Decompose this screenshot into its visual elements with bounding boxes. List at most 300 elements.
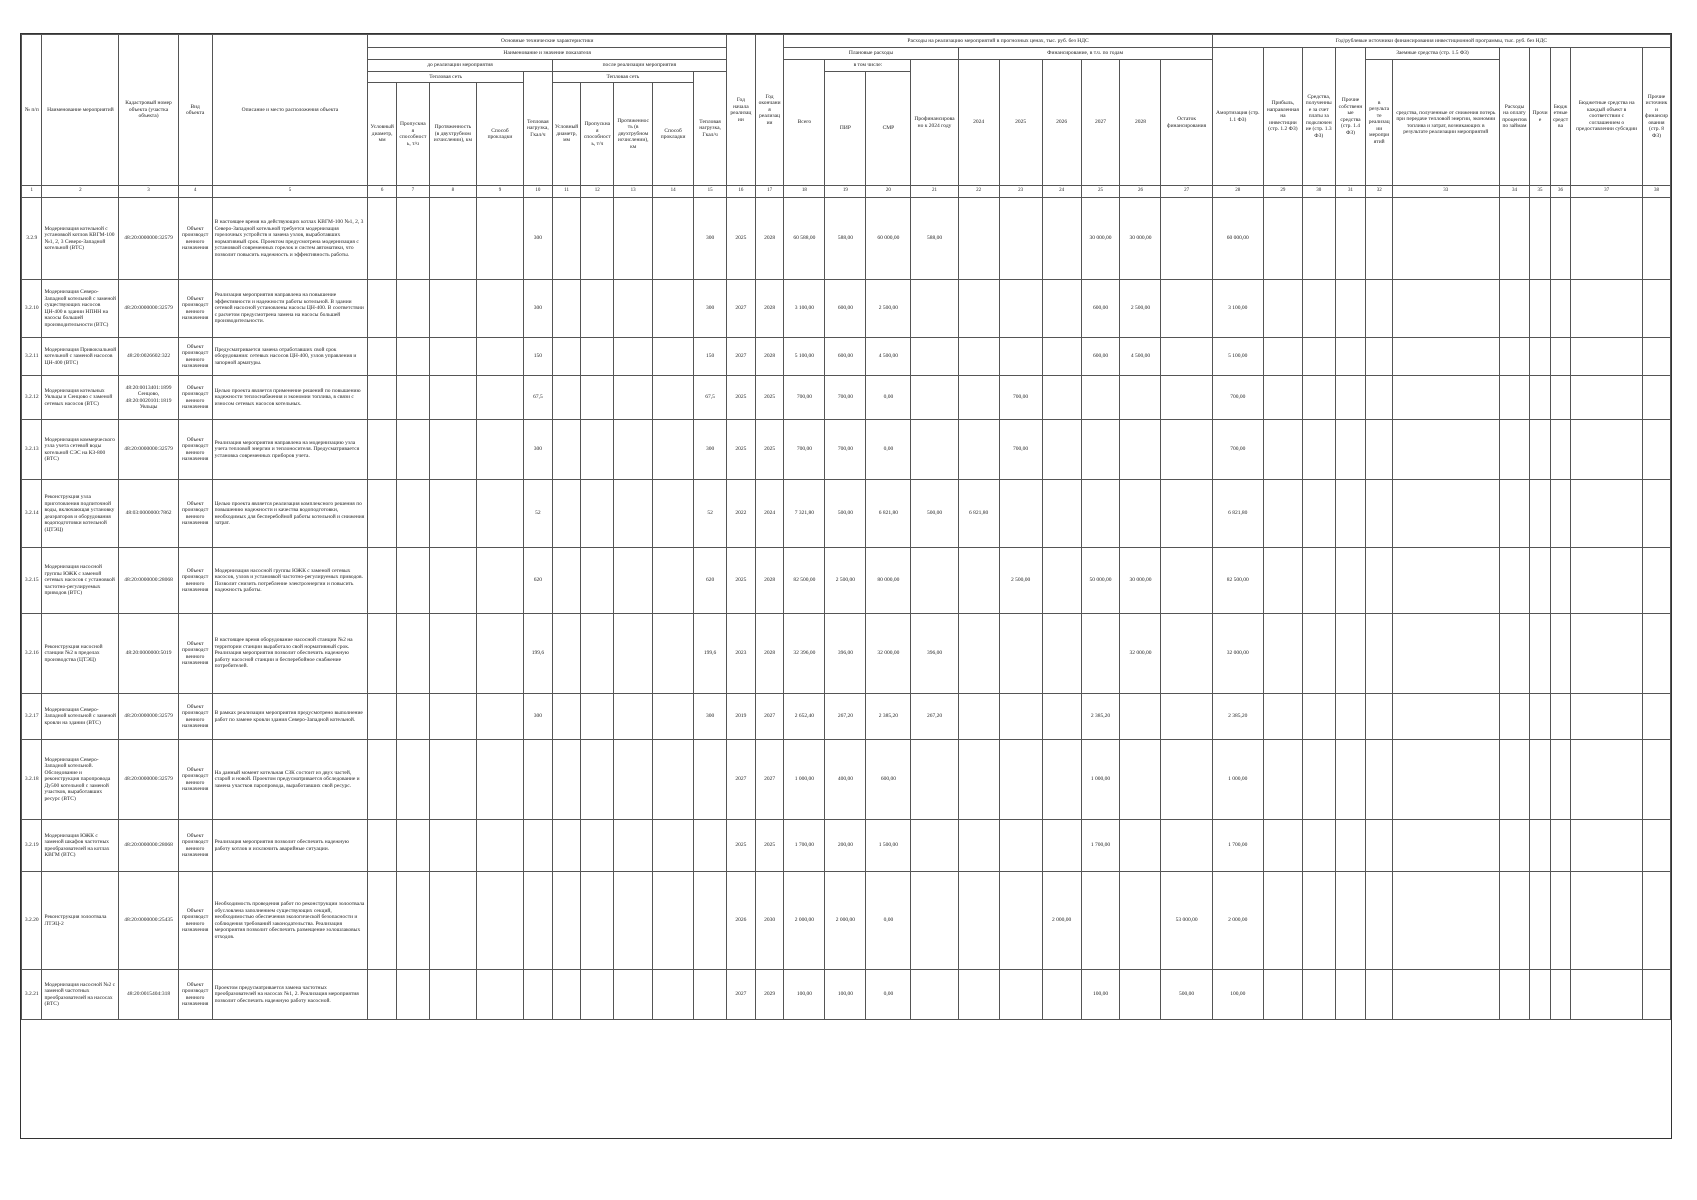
empty-cell [476, 970, 523, 1020]
table-row [22, 740, 1671, 820]
empty-cell [1530, 970, 1550, 1020]
row-remaining [1161, 614, 1212, 694]
row-number: 3.2.18 [22, 740, 42, 820]
row-total: 3 100,00 [784, 280, 825, 338]
row-load-before: 150 [524, 338, 553, 376]
row-kind: Объект производственного назначения [178, 548, 212, 614]
row-fin-2024 [958, 614, 999, 694]
empty-cell [1499, 614, 1530, 694]
row-year-end: 2028 [755, 198, 784, 280]
column-number-cell: 5 [212, 186, 368, 198]
empty-cell [429, 280, 476, 338]
empty-cell [552, 280, 581, 338]
row-financed-before [911, 280, 958, 338]
row-fin-2025: 700,00 [999, 376, 1042, 420]
empty-cell [397, 198, 430, 280]
row-amortization: 700,00 [1212, 420, 1263, 480]
row-fin-2024 [958, 338, 999, 376]
empty-cell [1643, 338, 1671, 376]
row-load-before: 300 [524, 694, 553, 740]
empty-cell [581, 280, 614, 338]
row-fin-2024 [958, 970, 999, 1020]
empty-cell [1499, 198, 1530, 280]
empty-cell [1571, 740, 1643, 820]
empty-cell [653, 694, 694, 740]
row-year-end: 2029 [755, 970, 784, 1020]
column-number-cell: 7 [397, 186, 430, 198]
table-row [22, 820, 1671, 872]
row-fin-2025: 2 500,00 [999, 548, 1042, 614]
column-number-cell: 8 [429, 186, 476, 198]
row-amortization: 6 821,80 [1212, 480, 1263, 548]
row-fin-2028 [1120, 420, 1161, 480]
row-name: Модернизация ЮЖК с заменой шкафов частотных преобразователей на котлах КВГМ (ВТС) [42, 820, 119, 872]
row-name: Модернизация насосной группы ЮЖК с заменой сетевых насосов с установкой частотно-регулируемых приводов (ВТС) [42, 548, 119, 614]
empty-cell [1366, 820, 1393, 872]
empty-cell [397, 338, 430, 376]
row-fin-2026 [1042, 376, 1081, 420]
row-fin-2027 [1081, 420, 1120, 480]
row-smr: 32 000,00 [866, 614, 911, 694]
row-cadastral: 48:20:0000000:32579 [119, 280, 178, 338]
row-name: Реконструкция золоотвала ЛТЭЦ-2 [42, 872, 119, 970]
empty-cell [397, 376, 430, 420]
empty-cell [1550, 694, 1570, 740]
empty-cell [552, 420, 581, 480]
empty-cell [1366, 480, 1393, 548]
row-description: Реализация мероприятия позволит обеспечить надежную работу котлов и исключить аварийные ситуации. [212, 820, 368, 872]
empty-cell [368, 480, 397, 548]
row-remaining: 500,00 [1161, 970, 1212, 1020]
column-number-cell: 26 [1120, 186, 1161, 198]
table-body [22, 198, 1671, 1020]
row-year-start: 2027 [727, 338, 756, 376]
empty-cell [476, 872, 523, 970]
row-fin-2028 [1120, 480, 1161, 548]
row-pir: 396,00 [825, 614, 866, 694]
empty-cell [1571, 548, 1643, 614]
row-fin-2027: 50 000,00 [1081, 548, 1120, 614]
row-name: Модернизация Северо-Западной котельной с заменой существующих насосов ЦН-400 в здании НПНН на насосы большей производительности (ВТС) [42, 280, 119, 338]
empty-cell [1530, 548, 1550, 614]
row-load-after: 52 [694, 480, 727, 548]
column-number-cell: 16 [727, 186, 756, 198]
row-year-start: 2025 [727, 198, 756, 280]
row-financed-before [911, 740, 958, 820]
year-2027-header: 2027 [1081, 60, 1120, 186]
row-number: 3.2.12 [22, 376, 42, 420]
empty-cell [1643, 970, 1671, 1020]
row-year-start: 2027 [727, 740, 756, 820]
row-pir: 200,00 [825, 820, 866, 872]
connection-fee-header: Средства, полученные за счет платы за подключение (стр. 1.3 ФЗ) [1302, 48, 1335, 186]
row-description: Предусматривается замена отработавших свой срок оборудования: сетевых насосов ЦН-400, узлов управления и запорной арматуры. [212, 338, 368, 376]
empty-cell [1530, 338, 1550, 376]
row-year-end: 2028 [755, 280, 784, 338]
row-amortization: 2 385,20 [1212, 694, 1263, 740]
empty-cell [1643, 420, 1671, 480]
empty-cell [1571, 420, 1643, 480]
row-cadastral: 48:20:0000000:32579 [119, 694, 178, 740]
empty-cell [1393, 480, 1500, 548]
empty-cell [1550, 376, 1570, 420]
row-kind: Объект производственного назначения [178, 970, 212, 1020]
empty-cell [653, 480, 694, 548]
column-number-cell: 11 [552, 186, 581, 198]
empty-cell [1550, 820, 1570, 872]
table-row [22, 376, 1671, 420]
row-load-after: 300 [694, 420, 727, 480]
year-start-header: Год начала реализации [727, 35, 756, 186]
row-cadastral: 48:20:0015404:318 [119, 970, 178, 1020]
row-cadastral: 48:20:0026602:322 [119, 338, 178, 376]
row-pir: 100,00 [825, 970, 866, 1020]
column-number-cell: 30 [1302, 186, 1335, 198]
row-amortization: 1 000,00 [1212, 740, 1263, 820]
row-number: 3.2.14 [22, 480, 42, 548]
empty-cell [1643, 872, 1671, 970]
row-load-before: 199,6 [524, 614, 553, 694]
empty-cell [614, 198, 653, 280]
laying-after-header: Способ прокладки [653, 83, 694, 186]
row-fin-2027: 1 700,00 [1081, 820, 1120, 872]
year-2024-header: 2024 [958, 60, 999, 186]
row-fin-2025: 700,00 [999, 420, 1042, 480]
empty-cell [368, 970, 397, 1020]
row-remaining [1161, 338, 1212, 376]
row-load-before: 300 [524, 420, 553, 480]
empty-cell [1302, 198, 1335, 280]
empty-cell [1571, 614, 1643, 694]
interest-header: Расходы на оплату процентов по займам [1499, 48, 1530, 186]
empty-cell [1366, 872, 1393, 970]
row-description: Целью проекта является реализация комплексного решения по повышению надежности и качества водоподготовки, необходимых для бесперебойной работы котельной и снижения затрат. [212, 480, 368, 548]
empty-cell [614, 548, 653, 614]
row-smr: 1 500,00 [866, 820, 911, 872]
row-cadastral: 48:20:0000000:28068 [119, 548, 178, 614]
empty-cell [1550, 420, 1570, 480]
row-amortization: 3 100,00 [1212, 280, 1263, 338]
column-number-cell: 33 [1393, 186, 1500, 198]
diameter-after-header: Условный диаметр, мм [552, 83, 581, 186]
column-number-cell: 9 [476, 186, 523, 198]
empty-cell [1550, 548, 1570, 614]
row-fin-2024 [958, 740, 999, 820]
row-financed-before: 396,00 [911, 614, 958, 694]
empty-cell [368, 280, 397, 338]
row-fin-2027: 1 000,00 [1081, 740, 1120, 820]
row-total: 700,00 [784, 376, 825, 420]
row-description: В рамках реализации мероприятия предусмотрено выполнение работ по замене кровли здания Северо-Западной котельной. [212, 694, 368, 740]
empty-cell [552, 694, 581, 740]
row-load-before: 52 [524, 480, 553, 548]
diameter-before-header: Условный диаметр, мм [368, 83, 397, 186]
row-pir: 588,00 [825, 198, 866, 280]
empty-cell [1571, 480, 1643, 548]
empty-cell [1393, 694, 1500, 740]
empty-cell [476, 376, 523, 420]
row-financed-before [911, 376, 958, 420]
row-kind: Объект производственного назначения [178, 820, 212, 872]
planned-expenses-header: Плановые расходы [784, 48, 958, 60]
row-year-start: 2023 [727, 614, 756, 694]
empty-cell [1499, 376, 1530, 420]
empty-cell [429, 694, 476, 740]
column-number-cell: 37 [1571, 186, 1643, 198]
row-kind: Объект производственного назначения [178, 872, 212, 970]
row-fin-2027 [1081, 614, 1120, 694]
empty-cell [1335, 420, 1366, 480]
row-amortization: 82 500,00 [1212, 548, 1263, 614]
row-year-start: 2027 [727, 280, 756, 338]
empty-cell [368, 376, 397, 420]
before-header: до реализации мероприятия [368, 60, 552, 72]
empty-cell [1302, 548, 1335, 614]
row-description: Целью проекта является применение решений по повышению надежности теплоснабжения и экономии топлива, в связи с износом сетевых насосов котельных. [212, 376, 368, 420]
column-number-cell: 28 [1212, 186, 1263, 198]
row-financed-before [911, 338, 958, 376]
table-row [22, 694, 1671, 740]
empty-cell [1393, 198, 1500, 280]
col-cadastral-header: Кадастровый номер объекта (участка объекта) [119, 35, 178, 186]
row-year-start: 2025 [727, 820, 756, 872]
row-year-start: 2022 [727, 480, 756, 548]
empty-cell [397, 740, 430, 820]
empty-cell [1366, 376, 1393, 420]
row-remaining [1161, 740, 1212, 820]
row-description: Проектом предусматривается замена частотных преобразователей на насосах №1, 2. Реализация мероприятия позволит обеспечить надежную работу насосной. [212, 970, 368, 1020]
other-header: Прочие [1530, 48, 1550, 186]
row-kind: Объект производственного назначения [178, 740, 212, 820]
empty-cell [614, 740, 653, 820]
row-year-start: 2026 [727, 872, 756, 970]
empty-cell [614, 480, 653, 548]
row-pir: 700,00 [825, 420, 866, 480]
empty-cell [1335, 280, 1366, 338]
empty-cell [1393, 740, 1500, 820]
row-load-before: 620 [524, 548, 553, 614]
column-number-cell: 1 [22, 186, 42, 198]
other-own-header: Прочие собственные средства (стр. 1.4 ФЗ) [1335, 48, 1366, 186]
empty-cell [1643, 548, 1671, 614]
row-description: Модернизация насосной группы ЮЖК с заменой сетевых насосов, узлов и установкой частотно-регулируемых приводов. Позволит снизить потребление электроэнергии и повысить надежность работы. [212, 548, 368, 614]
empty-cell [1393, 376, 1500, 420]
total-header: Всего [784, 60, 825, 186]
row-load-after [694, 872, 727, 970]
row-year-end: 2025 [755, 376, 784, 420]
empty-cell [614, 376, 653, 420]
row-remaining [1161, 198, 1212, 280]
row-financed-before [911, 820, 958, 872]
row-fin-2027 [1081, 872, 1120, 970]
empty-cell [1499, 740, 1530, 820]
empty-cell [476, 614, 523, 694]
row-fin-2025 [999, 872, 1042, 970]
empty-cell [581, 420, 614, 480]
row-fin-2026: 2 000,00 [1042, 872, 1081, 970]
empty-cell [429, 480, 476, 548]
empty-cell [653, 970, 694, 1020]
empty-cell [1550, 614, 1570, 694]
empty-cell [1571, 280, 1643, 338]
table-row [22, 420, 1671, 480]
empty-cell [581, 376, 614, 420]
empty-cell [1499, 338, 1530, 376]
row-name: Модернизация Северо-Западной котельной с заменой кровли на здании (ВТС) [42, 694, 119, 740]
row-fin-2024 [958, 820, 999, 872]
empty-cell [368, 820, 397, 872]
row-fin-2027 [1081, 480, 1120, 548]
empty-cell [1302, 480, 1335, 548]
column-number-cell: 12 [581, 186, 614, 198]
pir-header: ПИР [825, 72, 866, 186]
row-year-end: 2030 [755, 872, 784, 970]
row-fin-2027 [1081, 376, 1120, 420]
column-number-cell: 6 [368, 186, 397, 198]
empty-cell [653, 820, 694, 872]
empty-cell [1499, 280, 1530, 338]
empty-cell [429, 740, 476, 820]
empty-cell [552, 740, 581, 820]
column-number-cell: 27 [1161, 186, 1212, 198]
empty-cell [653, 280, 694, 338]
row-number: 3.2.11 [22, 338, 42, 376]
row-load-before: 300 [524, 198, 553, 280]
row-number: 3.2.17 [22, 694, 42, 740]
row-fin-2026 [1042, 694, 1081, 740]
row-financed-before [911, 970, 958, 1020]
empty-cell [1530, 872, 1550, 970]
empty-cell [1643, 376, 1671, 420]
row-description: В настоящее время оборудование насосной станции №2 на территории станции выработало свой нормативный срок. Реализация мероприятия позволит обеспечить надежную работу насосной станции и бесперебойное снабжение потребителей. [212, 614, 368, 694]
empty-cell [1335, 480, 1366, 548]
empty-cell [1530, 280, 1550, 338]
empty-cell [1335, 820, 1366, 872]
empty-cell [1499, 420, 1530, 480]
empty-cell [1643, 820, 1671, 872]
empty-cell [1550, 970, 1570, 1020]
empty-cell [1366, 970, 1393, 1020]
empty-cell [1335, 872, 1366, 970]
empty-cell [1393, 970, 1500, 1020]
col-number-header: № п/п [22, 35, 42, 186]
row-fin-2025 [999, 338, 1042, 376]
row-total: 60 588,00 [784, 198, 825, 280]
empty-cell [429, 376, 476, 420]
empty-cell [368, 872, 397, 970]
empty-cell [1302, 614, 1335, 694]
empty-cell [1263, 548, 1302, 614]
column-number-cell: 15 [694, 186, 727, 198]
empty-cell [581, 480, 614, 548]
empty-cell [1366, 694, 1393, 740]
empty-cell [653, 198, 694, 280]
column-number-cell: 31 [1335, 186, 1366, 198]
row-load-after [694, 970, 727, 1020]
empty-cell [552, 820, 581, 872]
empty-cell [397, 614, 430, 694]
empty-cell [1530, 820, 1550, 872]
empty-cell [1263, 740, 1302, 820]
empty-cell [1263, 198, 1302, 280]
row-total: 2 652,40 [784, 694, 825, 740]
empty-cell [397, 548, 430, 614]
column-number-cell: 2 [42, 186, 119, 198]
empty-cell [429, 820, 476, 872]
empty-cell [581, 694, 614, 740]
row-name: Модернизация котельной с установкой котлов КВГМ-100 №1, 2, 3 Северо-Западной котельной (ВТС) [42, 198, 119, 280]
empty-cell [368, 198, 397, 280]
row-fin-2026 [1042, 420, 1081, 480]
column-number-cell: 13 [614, 186, 653, 198]
empty-cell [1366, 548, 1393, 614]
empty-cell [614, 614, 653, 694]
empty-cell [614, 280, 653, 338]
empty-cell [1366, 198, 1393, 280]
empty-cell [1393, 280, 1500, 338]
empty-cell [1335, 694, 1366, 740]
row-number: 3.2.21 [22, 970, 42, 1020]
column-number-cell: 17 [755, 186, 784, 198]
empty-cell [1550, 740, 1570, 820]
column-number-cell: 14 [653, 186, 694, 198]
column-number-cell: 18 [784, 186, 825, 198]
empty-cell [1263, 614, 1302, 694]
row-remaining: 53 000,00 [1161, 872, 1212, 970]
row-fin-2028 [1120, 740, 1161, 820]
empty-cell [1499, 694, 1530, 740]
row-year-end: 2024 [755, 480, 784, 548]
empty-cell [1571, 198, 1643, 280]
row-kind: Объект производственного назначения [178, 614, 212, 694]
row-load-before: 67,5 [524, 376, 553, 420]
row-fin-2026 [1042, 198, 1081, 280]
empty-cell [1263, 480, 1302, 548]
row-smr: 0,00 [866, 970, 911, 1020]
col-kind-header: Вид объекта [178, 35, 212, 186]
table-row [22, 480, 1671, 548]
empty-cell [476, 820, 523, 872]
empty-cell [581, 548, 614, 614]
empty-cell [476, 480, 523, 548]
empty-cell [1499, 820, 1530, 872]
empty-cell [653, 872, 694, 970]
expenses-header: Расходы на реализацию мероприятий в прогнозных ценах, тыс. руб. без НДС [784, 35, 1212, 48]
row-fin-2027: 30 000,00 [1081, 198, 1120, 280]
year-2028-header: 2028 [1120, 60, 1161, 186]
row-number: 3.2.9 [22, 198, 42, 280]
table-row [22, 338, 1671, 376]
empty-cell [552, 548, 581, 614]
column-number-cell: 34 [1499, 186, 1530, 198]
row-financed-before [911, 872, 958, 970]
financed-before-header: Профинансировано к 2024 году [911, 60, 958, 186]
empty-cell [1499, 872, 1530, 970]
row-fin-2028: 4 500,00 [1120, 338, 1161, 376]
row-total: 82 500,00 [784, 548, 825, 614]
empty-cell [614, 872, 653, 970]
borrowed-savings-header: средства, полученные от снижения потерь при передаче тепловой энергии, экономии топлива и затрат, возникающих в результате реализации мероприятий [1393, 60, 1500, 186]
row-smr: 4 500,00 [866, 338, 911, 376]
empty-cell [653, 338, 694, 376]
empty-cell [581, 198, 614, 280]
column-number-row [22, 186, 1671, 198]
row-year-end: 2027 [755, 694, 784, 740]
empty-cell [397, 420, 430, 480]
row-cadastral: 48:20:0000000:32579 [119, 740, 178, 820]
row-fin-2028: 30 000,00 [1120, 548, 1161, 614]
empty-cell [1530, 740, 1550, 820]
